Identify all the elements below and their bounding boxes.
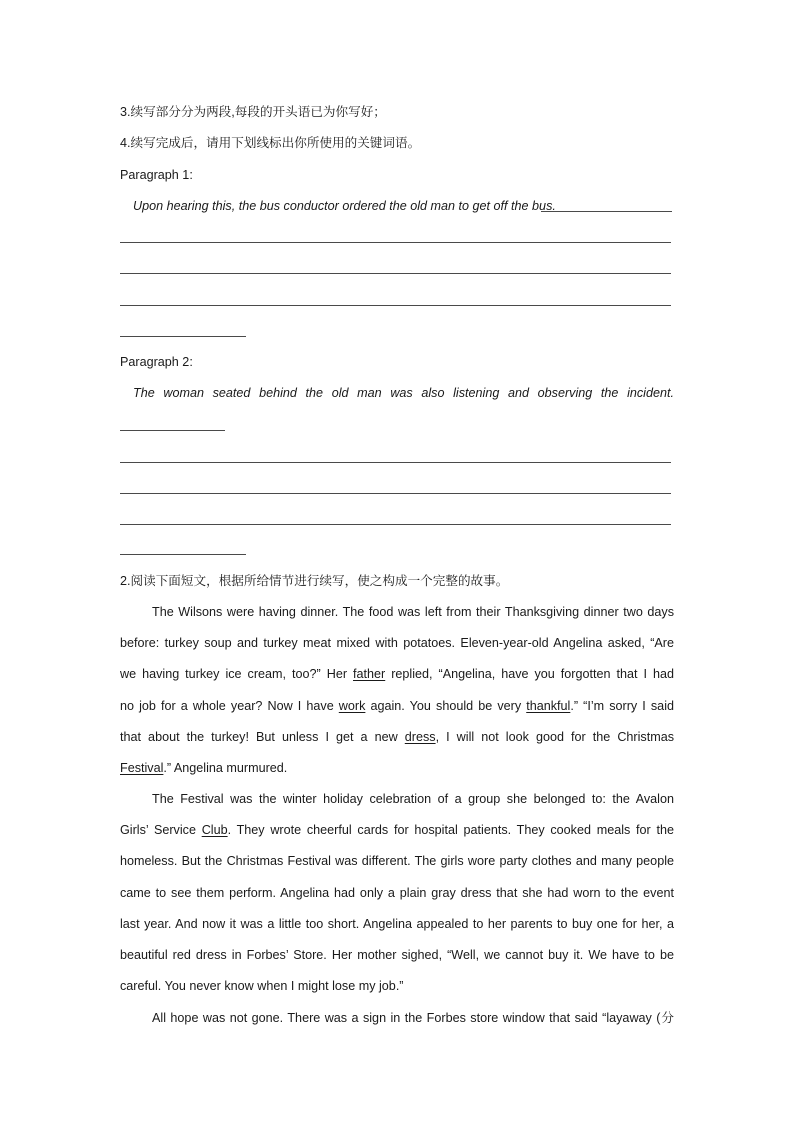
- paragraph-2-label: Paragraph 2:: [120, 355, 193, 369]
- instruction-item-4: 4.续写完成后，请用下划线标出你所使用的关键词语。: [120, 136, 421, 150]
- story-line: careful. You never know when I might lose my job.”: [120, 979, 404, 994]
- text-run: again. You should be very: [365, 698, 527, 713]
- question-2-prompt: 2.阅读下面短文，根据所给情节进行续写，使之构成一个完整的故事。: [120, 574, 509, 588]
- story-line: last year. And now it was a little too short. Angelina appealed to her parents to buy one for her, a: [120, 916, 674, 931]
- keyword-dress: dress: [404, 729, 436, 744]
- text-run: replied, “Angelina, have you forgotten that I had: [385, 667, 674, 682]
- story-line: The Wilsons were having dinner. The food was left from their Thanksgiving dinner two days: [152, 605, 674, 619]
- keyword-club: Club: [201, 823, 228, 838]
- writing-line: [120, 430, 225, 431]
- paragraph-2-opening: The woman seated behind the old man was also listening and observing the incident.: [133, 386, 674, 400]
- keyword-thankful: thankful: [526, 698, 571, 713]
- paragraph-1-opening: Upon hearing this, the bus conductor ordered the old man to get off the bus.: [133, 199, 556, 213]
- text-run: we having turkey ice cream, too?” Her: [120, 667, 354, 682]
- writing-line: [120, 554, 246, 555]
- story-line: before: turkey soup and turkey meat mixed with potatoes. Eleven-year-old Angelina asked, “Are: [120, 636, 674, 651]
- text-run: no job for a whole year? Now I have: [120, 698, 339, 713]
- text-run: .” Angelina murmured.: [163, 760, 288, 775]
- writing-line: [120, 273, 671, 274]
- paragraph-1-label: Paragraph 1:: [120, 168, 193, 182]
- writing-line: [120, 336, 246, 337]
- text-run: Girls’ Service: [120, 823, 202, 838]
- story-line: came to see them perform. Angelina had only a plain gray dress that she had worn to the event: [120, 885, 674, 900]
- text-run: that about the turkey! But unless I get a new: [120, 729, 405, 744]
- writing-line: [120, 242, 671, 243]
- writing-line: [120, 305, 671, 306]
- story-line: [120, 698, 674, 729]
- story-line: [120, 666, 674, 697]
- story-line: homeless. But the Christmas Festival was different. The girls wore party clothes and many people: [120, 854, 674, 869]
- writing-line: [120, 493, 671, 494]
- story-line: All hope was not gone. There was a sign in the Forbes store window that said “layaway (分: [152, 1011, 674, 1025]
- story-line: [120, 729, 674, 760]
- story-line: [120, 822, 674, 853]
- keyword-work: work: [338, 698, 366, 713]
- writing-line: [541, 211, 672, 212]
- keyword-festival: Festival: [120, 760, 164, 775]
- text-run: . They wrote cheerful cards for hospital patients. They cooked meals for the: [227, 823, 674, 838]
- instruction-item-3: 3.续写部分分为两段,每段的开头语已为你写好；: [120, 105, 386, 119]
- text-run: .” “I’m sorry I said: [570, 698, 674, 713]
- writing-line: [120, 524, 671, 525]
- story-paragraph-2: [120, 791, 674, 1009]
- story-line: The Festival was the winter holiday celebration of a group she belonged to: the Avalon: [152, 792, 674, 806]
- story-line: beautiful red dress in Forbes’ Store. Her mother sighed, “Well, we cannot buy it. We have to be: [120, 947, 674, 962]
- writing-line: [120, 462, 671, 463]
- story-paragraph-3: [120, 1010, 674, 1041]
- story-paragraph-1: [120, 604, 674, 791]
- story-line: [120, 760, 674, 791]
- keyword-father: father: [353, 667, 386, 682]
- text-run: , I will not look good for the Christmas: [435, 729, 674, 744]
